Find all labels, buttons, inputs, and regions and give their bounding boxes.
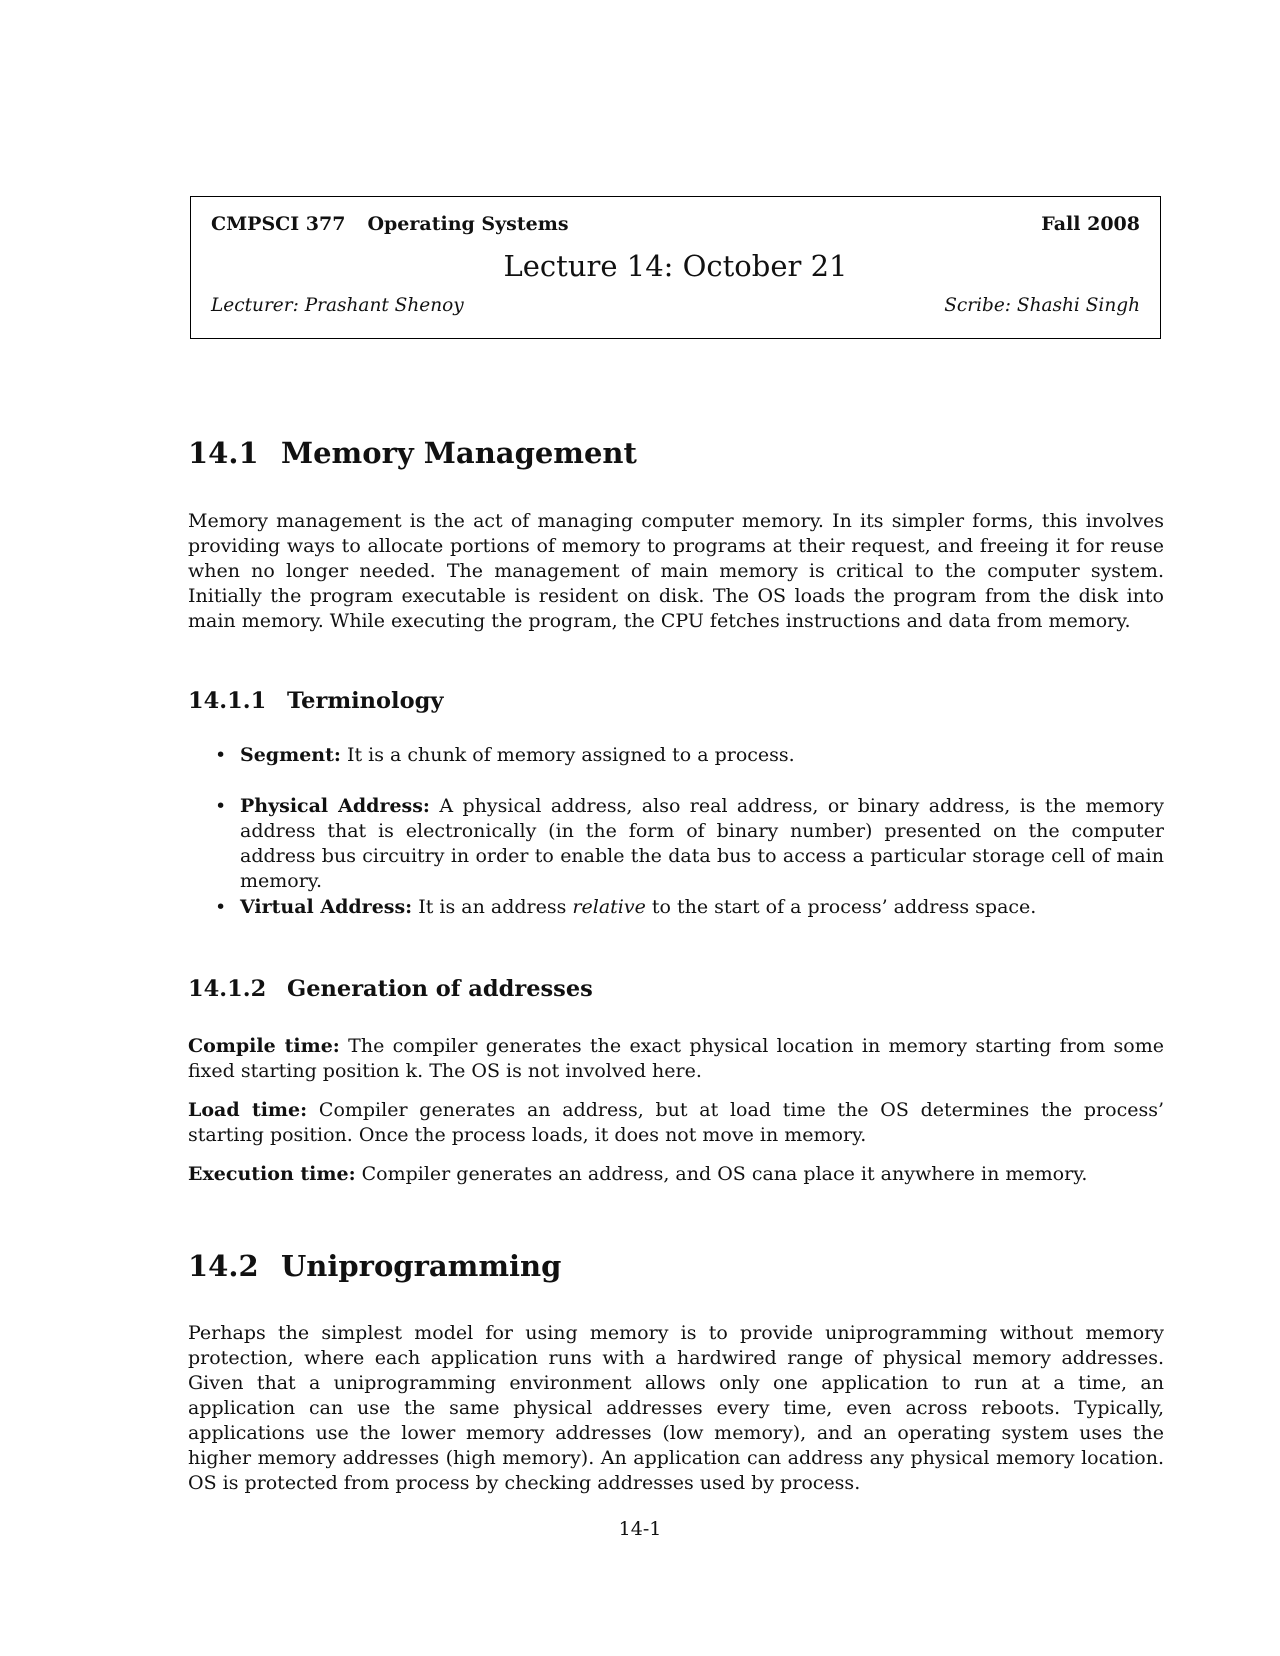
definition: Compiler generates an address, but at load time the OS determines the process’ starting position. Once the process loads, it does not move in memory. bbox=[188, 1099, 1165, 1146]
list-item bbox=[215, 794, 1164, 894]
term-label: Fall 2008 bbox=[1041, 213, 1140, 235]
course-label bbox=[211, 213, 569, 235]
list-item bbox=[215, 743, 1164, 768]
compile-time-paragraph bbox=[188, 1034, 1164, 1084]
section-heading-uniprogramming bbox=[188, 1249, 561, 1283]
uniprogramming-paragraph: Perhaps the simplest model for using memory is to provide uniprogramming without memory protection, where each application runs with a hardwired range of physical memory addresses. Given that a uniprogramming environment allows only one application to run at a time, an application can use the same physical addresses every time, even across reboots. Typically, applications use the lower memory addresses (low memory), and an operating system uses the higher memory addresses (high memory). An application can address any physical memory location. OS is protected from process by checking addresses used by process. bbox=[188, 1322, 1164, 1494]
section-number: 14.1 bbox=[188, 436, 259, 470]
subsection-heading-terminology bbox=[188, 688, 443, 714]
subsection-number: 14.1.1 bbox=[188, 688, 267, 714]
scribe-label: Scribe: Shashi Singh bbox=[944, 295, 1140, 316]
subsection-title: Generation of addresses bbox=[287, 976, 593, 1002]
page-number: 14-1 bbox=[618, 1518, 662, 1540]
definition-before: It is an address bbox=[418, 896, 567, 918]
term: Virtual Address: bbox=[240, 896, 413, 918]
course-name: Operating Systems bbox=[367, 213, 569, 235]
subsection-number: 14.1.2 bbox=[188, 976, 267, 1002]
definition: Compiler generates an address, and OS cana place it anywhere in memory. bbox=[361, 1163, 1088, 1185]
definition-after: to the start of a process’ address space. bbox=[651, 896, 1037, 918]
definition: It is a chunk of memory assigned to a process. bbox=[346, 744, 795, 766]
list-item bbox=[215, 895, 1164, 920]
definition-italic: relative bbox=[572, 896, 646, 918]
lecturer-label: Lecturer: Prashant Shenoy bbox=[211, 295, 464, 316]
section-title: Uniprogramming bbox=[281, 1249, 562, 1283]
subsection-heading-generation-of-addresses bbox=[188, 976, 593, 1002]
term: Execution time: bbox=[188, 1163, 356, 1185]
section-title: Memory Management bbox=[281, 436, 637, 470]
term: Segment: bbox=[240, 744, 341, 766]
execution-time-paragraph bbox=[188, 1162, 1164, 1187]
bullet: • bbox=[215, 795, 227, 817]
term: Physical Address: bbox=[240, 795, 430, 817]
section-number: 14.2 bbox=[188, 1249, 259, 1283]
subsection-title: Terminology bbox=[287, 688, 444, 714]
lecture-title: Lecture 14: October 21 bbox=[503, 249, 848, 283]
load-time-paragraph bbox=[188, 1098, 1164, 1148]
definition: A physical address, also real address, or binary address, is the memory address that is electronically (in the form of binary number) presented on the computer address bus circuitry in order to enable the data bus to access a particular storage cell of main memory. bbox=[240, 795, 1164, 892]
bullet: • bbox=[215, 896, 227, 918]
definition: The compiler generates the exact physical location in memory starting from some fixed starting position k. The OS is not involved here. bbox=[188, 1035, 1164, 1082]
memory-management-paragraph: Memory management is the act of managing computer memory. In its simpler forms, this involves providing ways to allocate portions of memory to programs at their request, and freeing it for reuse when no longer needed. The management of main memory is critical to the computer system. Initially the program executable is resident on disk. The OS loads the program from the disk into main memory. While executing the program, the CPU fetches instructions and data from memory. bbox=[188, 510, 1164, 632]
course-code: CMPSCI 377 bbox=[211, 213, 346, 235]
bullet: • bbox=[215, 744, 227, 766]
term: Compile time: bbox=[188, 1035, 340, 1057]
lecture-header-box bbox=[190, 196, 1161, 339]
term: Load time: bbox=[188, 1099, 308, 1121]
section-heading-memory-management bbox=[188, 436, 637, 470]
